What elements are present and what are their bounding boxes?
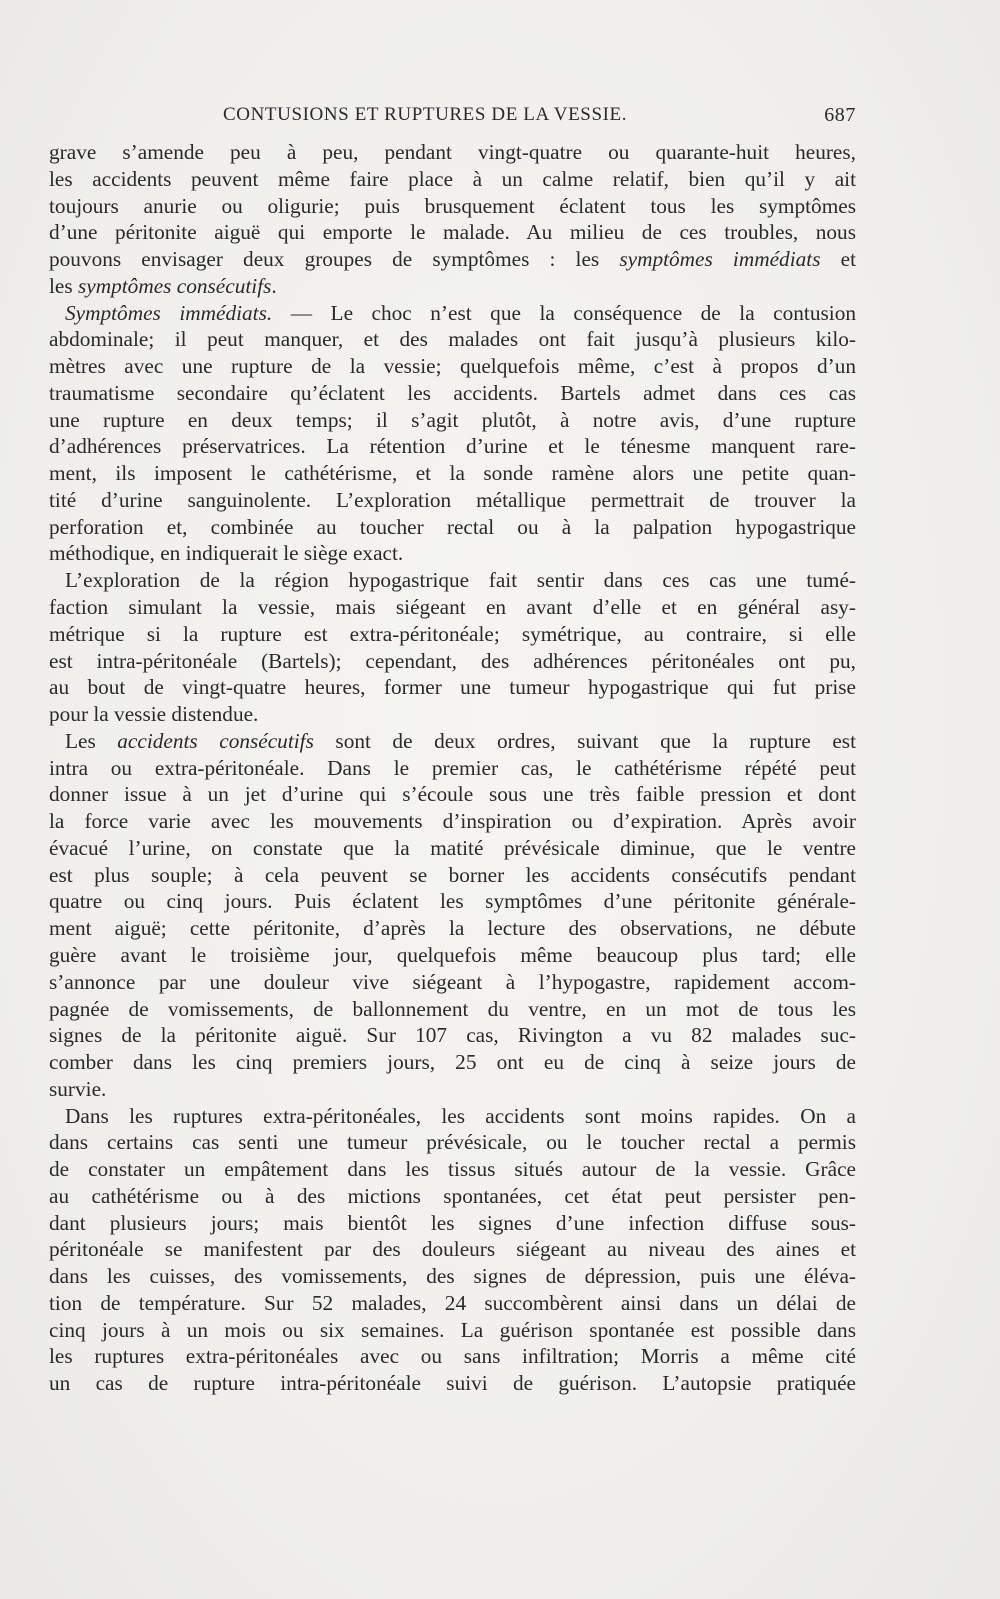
page-header bbox=[49, 104, 856, 134]
text-line bbox=[49, 1183, 856, 1210]
text-run: — Le choc n’est que la conséquence de la contusion bbox=[272, 300, 856, 325]
text-run: grave s’amende peu à peu, pendant vingt-quatre ou quarante-huit heures, bbox=[49, 140, 856, 164]
text-line bbox=[49, 1317, 856, 1344]
italic-run: symptômes consécutifs bbox=[77, 273, 272, 298]
text-line bbox=[49, 1263, 856, 1290]
text-line bbox=[49, 193, 856, 220]
text-run: dans les cuisses, des vomissements, des signes de dépression, puis une éléva- bbox=[49, 1264, 856, 1289]
text-line bbox=[49, 648, 856, 675]
text-run: dans certains cas senti une tumeur prévésicale, ou le toucher rectal a permis bbox=[49, 1130, 856, 1155]
text-line bbox=[49, 567, 856, 594]
text-run: d’une péritonite aiguë qui emporte le malade. Au milieu de ces troubles, nous bbox=[49, 220, 856, 245]
text-run: toujours anurie ou oligurie; puis brusquement éclatent tous les symptômes bbox=[49, 193, 856, 218]
text-run: mètres avec une rupture de la vessie; quelquefois même, c’est à propos d’un bbox=[49, 354, 856, 379]
text-line bbox=[49, 728, 856, 755]
text-run: comber dans les cinq premiers jours, 25 ont eu de cinq à seize jours de bbox=[49, 1050, 856, 1075]
text-line bbox=[49, 862, 856, 889]
text-run: est plus souple; à cela peuvent se borner les accidents consécutifs pendant bbox=[49, 862, 856, 887]
text-line bbox=[49, 621, 856, 648]
text-line bbox=[49, 326, 856, 353]
text-run: pagnée de vomissements, de ballonnement du ventre, en un mot de tous les bbox=[49, 996, 856, 1021]
text-line bbox=[49, 808, 856, 835]
text-line bbox=[49, 1156, 856, 1183]
text-run: tité d’urine sanguinolente. L’exploration métallique permettrait de trouver la bbox=[49, 487, 856, 512]
text-line bbox=[49, 755, 856, 782]
text-run: abdominale; il peut manquer, et des malades ont fait jusqu’à plusieurs kilo- bbox=[49, 327, 856, 352]
running-title: CONTUSIONS ET RUPTURES DE LA VESSIE. bbox=[223, 104, 628, 125]
italic-run: Symptômes immédiats. bbox=[65, 300, 273, 325]
text-run: les ruptures extra-péritonéales avec ou sans infiltration; Morris a même cité bbox=[49, 1344, 856, 1369]
text-run: dant plusieurs jours; mais bientôt les signes d’une infection diffuse sous- bbox=[49, 1210, 856, 1235]
text-line bbox=[49, 1210, 856, 1237]
text-line bbox=[49, 487, 856, 514]
text-run: quatre ou cinq jours. Puis éclatent les symptômes d’une péritonite générale- bbox=[49, 889, 856, 914]
text-line bbox=[49, 594, 856, 621]
text-run: la force varie avec les mouvements d’inspiration ou d’expiration. Après avoir bbox=[49, 809, 856, 834]
text-run: les bbox=[49, 273, 78, 298]
text-line bbox=[49, 1103, 856, 1130]
text-line bbox=[49, 433, 856, 460]
text-run: pour la vessie distendue. bbox=[49, 702, 259, 727]
text-line bbox=[49, 273, 856, 300]
text-line bbox=[49, 1290, 856, 1317]
text-run: ment aiguë; cette péritonite, d’après la lecture des observations, ne débute bbox=[49, 916, 856, 941]
text-run: ment, ils imposent le cathétérisme, et la sonde ramène alors une petite quan- bbox=[49, 461, 856, 486]
text-run: un cas de rupture intra-péritonéale suivi de guérison. L’autopsie pratiquée bbox=[49, 1371, 856, 1396]
text-run: et bbox=[820, 247, 856, 272]
text-line bbox=[49, 1049, 856, 1076]
text-run: méthodique, en indiquerait le siège exact. bbox=[49, 541, 404, 566]
text-run: péritonéale se manifestent par des douleurs siégeant au niveau des aines et bbox=[49, 1237, 856, 1262]
text-run: est intra-péritonéale (Bartels); cependant, des adhérences péritonéales ont pu, bbox=[49, 648, 856, 673]
text-line bbox=[49, 1236, 856, 1263]
text-run: les accidents peuvent même faire place à un calme relatif, bien qu’il y ait bbox=[49, 166, 856, 191]
page-number: 687 bbox=[824, 104, 856, 126]
text-run: au bout de vingt-quatre heures, former une tumeur hypogastrique qui fut prise bbox=[49, 675, 856, 700]
text-line bbox=[49, 540, 856, 567]
text-line bbox=[49, 969, 856, 996]
text-line bbox=[49, 139, 856, 166]
text-line bbox=[49, 514, 856, 541]
text-line bbox=[49, 1076, 856, 1103]
text-line bbox=[49, 1343, 856, 1370]
text-line bbox=[49, 219, 856, 246]
text-run: faction simulant la vessie, mais siégeant en avant d’elle et en général asy- bbox=[49, 595, 856, 620]
text-run: de constater un empâtement dans les tissus situés autour de la vessie. Grâce bbox=[49, 1157, 856, 1182]
text-line bbox=[49, 1370, 856, 1397]
text-line bbox=[49, 835, 856, 862]
text-run: traumatisme secondaire qu’éclatent les accidents. Bartels admet dans ces cas bbox=[49, 380, 856, 405]
italic-run: accidents consécutifs bbox=[117, 728, 314, 753]
text-run: Les bbox=[65, 728, 118, 753]
text-line bbox=[49, 460, 856, 487]
text-line bbox=[49, 674, 856, 701]
text-run: donner issue à un jet d’urine qui s’écoule sous une très faible pression et dont bbox=[49, 782, 856, 807]
text-line bbox=[49, 353, 856, 380]
text-run: guère avant le troisième jour, quelquefois même beaucoup plus tard; elle bbox=[49, 942, 856, 967]
text-run: . bbox=[271, 273, 277, 298]
text-line bbox=[49, 942, 856, 969]
text-run: intra ou extra-péritonéale. Dans le premier cas, le cathétérisme répété peut bbox=[49, 755, 856, 780]
text-run: signes de la péritonite aiguë. Sur 107 cas, Rivington a vu 82 malades suc- bbox=[49, 1023, 856, 1048]
text-run: survie. bbox=[49, 1076, 107, 1101]
text-run: s’annonce par une douleur vive siégeant à l’hypogastre, rapidement accom- bbox=[49, 969, 856, 994]
text-line bbox=[49, 380, 856, 407]
text-run: cinq jours à un mois ou six semaines. La guérison spontanée est possible dans bbox=[49, 1317, 856, 1342]
text-line bbox=[49, 996, 856, 1023]
text-line bbox=[49, 1129, 856, 1156]
text-line bbox=[49, 1022, 856, 1049]
text-run: une rupture en deux temps; il s’agit plutôt, à notre avis, d’une rupture bbox=[49, 407, 856, 432]
text-run: perforation et, combinée au toucher rectal ou à la palpation hypogastrique bbox=[49, 514, 856, 539]
text-line bbox=[49, 300, 856, 327]
text-line bbox=[49, 781, 856, 808]
italic-run: symptômes immédiats bbox=[619, 247, 821, 272]
text-run: sont de deux ordres, suivant que la rupture est bbox=[313, 728, 856, 753]
text-run: évacué l’urine, on constate que la matité prévésicale diminue, que le ventre bbox=[49, 835, 856, 860]
text-run: au cathétérisme ou à des mictions spontanées, cet état peut persister pen- bbox=[49, 1183, 856, 1208]
text-run: d’adhérences préservatrices. La rétention d’urine et le ténesme manquent rare- bbox=[49, 434, 856, 459]
text-line bbox=[49, 915, 856, 942]
body-text bbox=[49, 139, 856, 1397]
text-line bbox=[49, 246, 856, 273]
text-line bbox=[49, 888, 856, 915]
text-line bbox=[49, 166, 856, 193]
text-run: Dans les ruptures extra-péritonéales, les accidents sont moins rapides. On a bbox=[65, 1103, 856, 1128]
text-run: métrique si la rupture est extra-péritonéale; symétrique, au contraire, si elle bbox=[49, 621, 856, 646]
text-run: L’exploration de la région hypogastrique fait sentir dans ces cas une tumé- bbox=[65, 568, 856, 593]
text-run: tion de température. Sur 52 malades, 24 succombèrent ainsi dans un délai de bbox=[49, 1290, 856, 1315]
text-line bbox=[49, 407, 856, 434]
text-run: pouvons envisager deux groupes de symptômes : les bbox=[49, 247, 620, 272]
text-line bbox=[49, 701, 856, 728]
